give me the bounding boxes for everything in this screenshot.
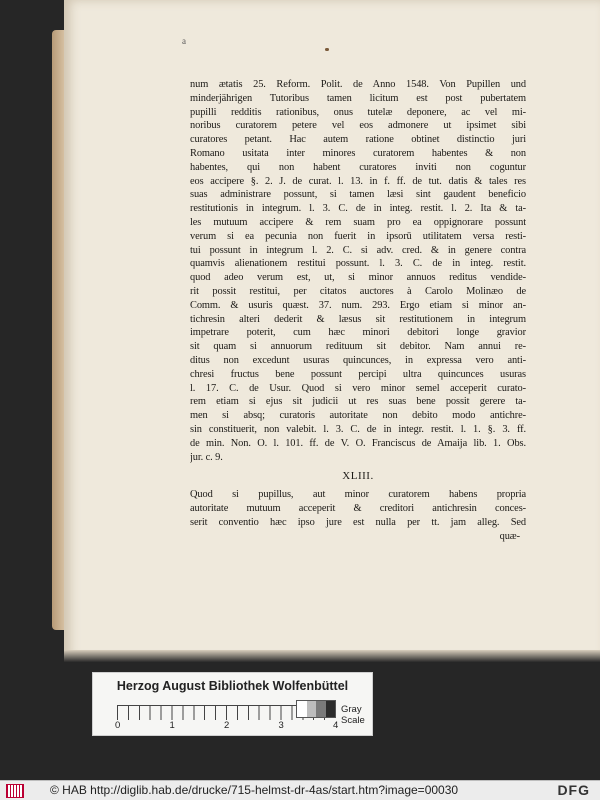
text-line: rit possit restitui, per citatos auctores à Carolo Molinæo de [190, 285, 526, 297]
page-text [190, 78, 526, 543]
text-line: sit quam si annuorum redituum sit debitor. Nam annui re- [190, 341, 526, 353]
text-line: serit conventio hæc ipso jure est nulla per tt. jam alleg. Sed [190, 516, 526, 528]
ruler-number: 4 [333, 720, 339, 731]
text-line: sin constituerit, non valebit. l. 3. C. de in integr. restit. l. 1. §. 3. ff. [190, 423, 526, 435]
text-line: quod adeo verum est, ut, si minor annuos reditus vendide- [190, 272, 526, 284]
text-line: curatores petant. Hac autem ratione obtinet distinctio juri [190, 134, 526, 146]
gray-step [297, 701, 307, 717]
text-line: ditus non excedunt usuras quincunces, in expressa vero anti- [190, 354, 526, 366]
text-line: tui possunt in integrum l. 2. C. si adv. cred. & in genere contra [190, 244, 526, 256]
text-line: verum si ea pecunia non fuerit in ipsorū utilitatem versa resti- [190, 230, 526, 242]
text-line: habentes, qui non habent curatores inviti non coguntur [190, 161, 526, 173]
text-line: rem etiam si ejus sit judicii ut res suas bene possit gerere ta- [190, 396, 526, 408]
barcode-icon [6, 784, 24, 798]
footer-bar [0, 780, 600, 800]
text-line: l. 17. C. de Usur. Quod si vero minor semel acceperit curato- [190, 382, 526, 394]
gray-scale-label: Gray Scale [341, 704, 365, 726]
text-line: minderjährigen Tutoribus tamen licitum est post pubertatem [190, 92, 526, 104]
gray-step [316, 701, 326, 717]
text-line: jur. c. 9. [190, 451, 223, 463]
card-title: Herzog August Bibliothek Wolfenbüttel [116, 679, 349, 693]
text-line: restitutionis in integrum. l. 3. C. de in integ. restit. l. 2. Ita & ta- [190, 203, 526, 215]
dfg-logo: DFG [557, 782, 590, 798]
text-line: eos accipere §. 2. J. de curat. l. 13. in f. ff. de tut. datis & tales res [190, 175, 526, 187]
gray-scale-steps [296, 700, 336, 718]
catchword: quæ- [499, 530, 520, 542]
gray-step [326, 701, 336, 717]
text-line: Quod si pupillus, aut minor curatorem habens propria [190, 489, 526, 501]
gray-step [307, 701, 317, 717]
text-line: chresi fructus bene possunt percipi ultra quincunces usuras [190, 368, 526, 380]
ruler-number: 3 [278, 720, 284, 731]
signature-mark: a [182, 36, 186, 46]
page-shadow [64, 650, 600, 662]
section-heading: XLIII. [342, 470, 374, 483]
ruler-number: 2 [224, 720, 230, 731]
text-line: num ætatis 25. Reform. Polit. de Anno 1548. Von Pupillen und [190, 79, 526, 90]
text-line: Comm. & usuris quæst. 37. num. 293. Ergo etiam si minor an- [190, 299, 526, 311]
text-line: de min. Non. O. l. 101. ff. de V. O. Franciscus de Amaija lib. 1. Obs. [190, 437, 526, 449]
ink-dot [325, 48, 329, 51]
ruler-numbers [115, 720, 345, 732]
text-line: Romano usitata inter minores curatorem habentes & non [190, 147, 526, 159]
text-line: pupilli redditis rationibus, onus tutelæ deponere, ac vel mi- [190, 106, 526, 118]
text-line: suas administrare possunt, si tamen læsi sint gaudent beneficio [190, 189, 526, 201]
text-line: autoritate mutuum acceperit & creditori antichresin conces- [190, 502, 526, 514]
paragraph-2 [190, 488, 526, 529]
text-line: impetrare poterit, cum hæc minori debitori longe gravior [190, 327, 526, 339]
text-line: les mutuum accipere & rem suam pro ea oppignorare possunt [190, 216, 526, 228]
paragraph-1 [190, 78, 526, 464]
text-line: noribus curatorem petere vel eos admonere ut ipsimet sibi [190, 120, 526, 132]
ruler-number: 0 [115, 720, 121, 731]
footer-source[interactable]: © HAB http://diglib.hab.de/drucke/715-helmst-dr-4as/start.htm?image=00030 [50, 783, 459, 797]
text-line: tichresin alteri dederit & læsus sit restitutionem in integrum [190, 313, 526, 325]
text-line: quamvis alienationem restitui possunt. l. 3. C. de in integ. restit. [190, 258, 526, 270]
ruler-number: 1 [169, 720, 175, 731]
text-line: men si absq; curatoris autoritate non debito modo antichre- [190, 410, 526, 422]
